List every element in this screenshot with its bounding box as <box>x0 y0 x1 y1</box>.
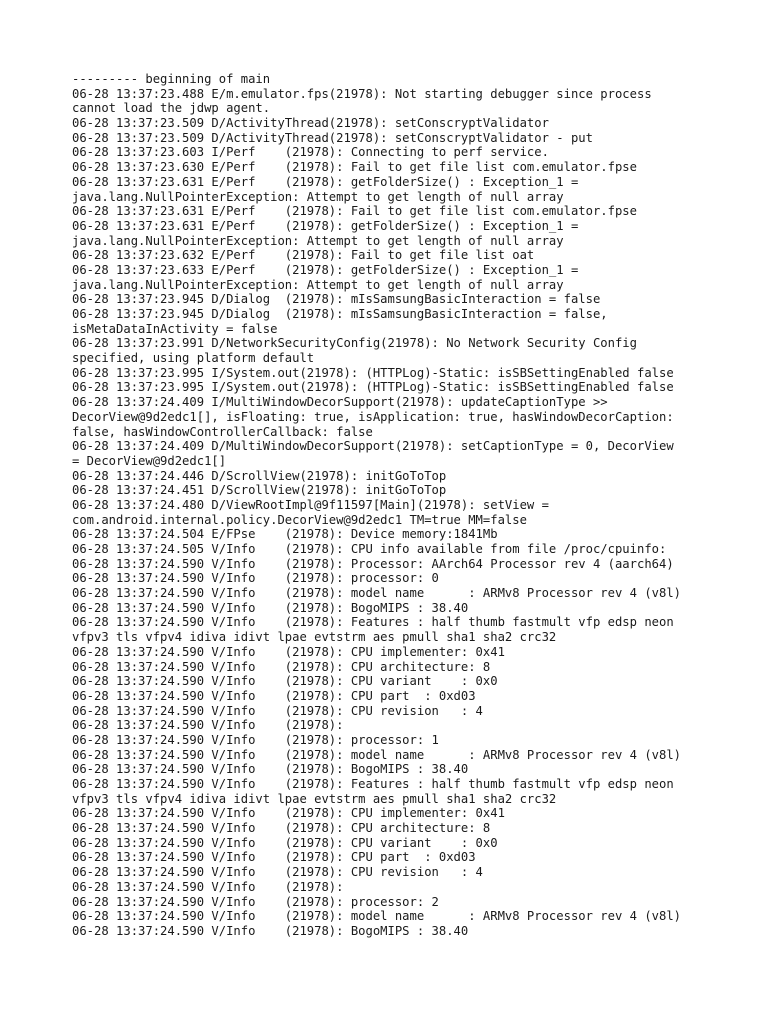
log-line: 06-28 13:37:23.991 D/NetworkSecurityConfig(21978): No Network Security Config <box>72 336 637 351</box>
log-line: 06-28 13:37:23.631 E/Perf (21978): Fail to get file list com.emulator.fpse <box>72 204 637 219</box>
log-line: 06-28 13:37:23.995 I/System.out(21978): (HTTPLog)-Static: isSBSettingEnabled false <box>72 380 674 395</box>
log-line: 06-28 13:37:24.590 V/Info (21978): CPU implementer: 0x41 <box>72 644 505 659</box>
log-line: 06-28 13:37:23.631 E/Perf (21978): getFolderSize() : Exception_1 = <box>72 174 579 189</box>
log-line: cannot load the jdwp agent. <box>72 101 271 116</box>
log-line: 06-28 13:37:24.590 V/Info (21978): Features : half thumb fastmult vfp edsp neon <box>72 615 674 630</box>
log-line: 06-28 13:37:23.632 E/Perf (21978): Fail to get file list oat <box>72 248 535 263</box>
log-line: 06-28 13:37:24.590 V/Info (21978): processor: 0 <box>72 571 439 586</box>
log-line: 06-28 13:37:23.631 E/Perf (21978): getFolderSize() : Exception_1 = <box>72 218 579 233</box>
log-line: 06-28 13:37:24.590 V/Info (21978): CPU variant : 0x0 <box>72 674 498 689</box>
log-line: 06-28 13:37:24.590 V/Info (21978): BogoMIPS : 38.40 <box>72 923 469 938</box>
log-line: 06-28 13:37:23.509 D/ActivityThread(21978): setConscryptValidator <box>72 116 549 131</box>
log-line: vfpv3 tls vfpv4 idiva idivt lpae evtstrm aes pmull sha1 sha2 crc32 <box>72 630 557 645</box>
log-line: 06-28 13:37:24.590 V/Info (21978): CPU part : 0xd03 <box>72 688 476 703</box>
log-line: false, hasWindowControllerCallback: false <box>72 424 373 439</box>
log-line: 06-28 13:37:24.590 V/Info (21978): BogoMIPS : 38.40 <box>72 762 469 777</box>
log-line: 06-28 13:37:24.590 V/Info (21978): processor: 2 <box>72 894 439 909</box>
log-line: java.lang.NullPointerException: Attempt to get length of null array <box>72 189 564 204</box>
log-line: 06-28 13:37:24.446 D/ScrollView(21978): initGoToTop <box>72 468 447 483</box>
log-line: 06-28 13:37:24.590 V/Info (21978): CPU architecture: 8 <box>72 659 491 674</box>
log-line: 06-28 13:37:24.590 V/Info (21978): CPU variant : 0x0 <box>72 835 498 850</box>
log-line: specified, using platform default <box>72 351 315 366</box>
log-line: 06-28 13:37:24.590 V/Info (21978): CPU implementer: 0x41 <box>72 806 505 821</box>
log-line: 06-28 13:37:23.945 D/Dialog (21978): mIsSamsungBasicInteraction = false, <box>72 307 608 321</box>
log-line: 06-28 13:37:24.590 V/Info (21978): CPU part : 0xd03 <box>72 850 476 865</box>
log-line: 06-28 13:37:24.590 V/Info (21978): <box>72 718 344 733</box>
log-line: 06-28 13:37:24.590 V/Info (21978): model name : ARMv8 Processor rev 4 (v8l) <box>72 747 682 762</box>
log-line: 06-28 13:37:23.995 I/System.out(21978): (HTTPLog)-Static: isSBSettingEnabled false <box>72 365 674 380</box>
log-line: 06-28 13:37:24.590 V/Info (21978): CPU revision : 4 <box>72 703 483 718</box>
log-line: 06-28 13:37:24.590 V/Info (21978): model name : ARMv8 Processor rev 4 (v8l) <box>72 909 682 924</box>
log-line: 06-28 13:37:23.633 E/Perf (21978): getFolderSize() : Exception_1 = <box>72 262 579 277</box>
log-line: DecorView@9d2edc1[], isFloating: true, isApplication: true, hasWindowDecorCaption: <box>72 409 674 424</box>
log-line: 06-28 13:37:23.630 E/Perf (21978): Fail to get file list com.emulator.fpse <box>72 160 637 175</box>
log-line: 06-28 13:37:24.504 E/FPse (21978): Device memory:1841Mb <box>72 527 498 542</box>
log-line: 06-28 13:37:24.505 V/Info (21978): CPU info available from file /proc/cpuinfo: <box>72 542 667 556</box>
log-line: 06-28 13:37:24.451 D/ScrollView(21978): initGoToTop <box>72 483 447 498</box>
log-line: 06-28 13:37:24.590 V/Info (21978): Features : half thumb fastmult vfp edsp neon <box>72 777 674 791</box>
log-line: 06-28 13:37:24.590 V/Info (21978): model name : ARMv8 Processor rev 4 (v8l) <box>72 586 682 601</box>
log-line: com.android.internal.policy.DecorView@9d2edc1 TM=true MM=false <box>72 512 527 527</box>
log-line: 06-28 13:37:24.480 D/ViewRootImpl@9f11597[Main](21978): setView = <box>72 497 549 512</box>
log-line: --------- beginning of main <box>72 72 271 86</box>
log-line: vfpv3 tls vfpv4 idiva idivt lpae evtstrm aes pmull sha1 sha2 crc32 <box>72 791 557 806</box>
log-line: 06-28 13:37:24.590 V/Info (21978): CPU revision : 4 <box>72 865 483 880</box>
log-line: 06-28 13:37:24.590 V/Info (21978): processor: 1 <box>72 732 439 747</box>
log-line: 06-28 13:37:24.409 D/MultiWindowDecorSupport(21978): setCaptionType = 0, DecorView <box>72 439 674 454</box>
log-line: 06-28 13:37:24.590 V/Info (21978): CPU architecture: 8 <box>72 821 491 836</box>
log-line: 06-28 13:37:23.603 I/Perf (21978): Connecting to perf service. <box>72 145 549 160</box>
log-line: java.lang.NullPointerException: Attempt to get length of null array <box>72 233 564 248</box>
log-line: 06-28 13:37:24.409 I/MultiWindowDecorSupport(21978): updateCaptionType >> <box>72 395 608 410</box>
log-line: 06-28 13:37:24.590 V/Info (21978): BogoMIPS : 38.40 <box>72 600 469 615</box>
log-line: 06-28 13:37:24.590 V/Info (21978): Processor: AArch64 Processor rev 4 (aarch64) <box>72 556 674 571</box>
log-line: 06-28 13:37:23.488 E/m.emulator.fps(21978): Not starting debugger since process <box>72 86 652 101</box>
log-output <box>72 72 702 939</box>
log-line: 06-28 13:37:23.509 D/ActivityThread(21978): setConscryptValidator - put <box>72 130 593 145</box>
log-line: isMetaDataInActivity = false <box>72 321 278 336</box>
log-line: 06-28 13:37:24.590 V/Info (21978): <box>72 879 344 894</box>
log-line: 06-28 13:37:23.945 D/Dialog (21978): mIsSamsungBasicInteraction = false <box>72 292 601 307</box>
log-line: java.lang.NullPointerException: Attempt to get length of null array <box>72 277 564 292</box>
log-line: = DecorView@9d2edc1[] <box>72 453 227 468</box>
